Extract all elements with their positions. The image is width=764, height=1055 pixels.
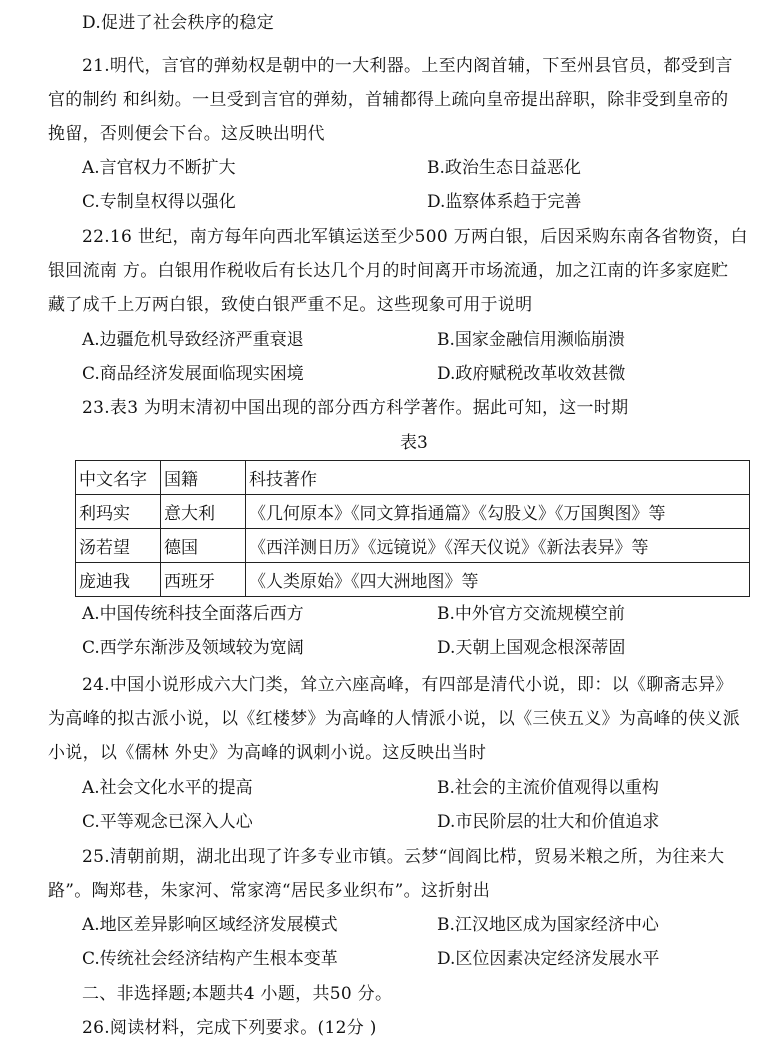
q24-option-d: D.市民阶层的壮大和价值追求 — [437, 812, 660, 832]
header-cell: 国籍 — [161, 461, 246, 495]
q25-option-b: B.江汉地区成为国家经济中心 — [437, 915, 659, 935]
q22-stem-line-1: 22.16 世纪，南方每年向西北军镇运送至少500 万两白银，后因采购东南各省物资，白 — [82, 227, 748, 247]
q26-stem: 26.阅读材料，完成下列要求。(12分 ) — [82, 1018, 377, 1038]
table-caption: 表3 — [400, 433, 428, 453]
q21-option-b: B.政治生态日益恶化 — [427, 158, 581, 178]
section-two-heading: 二、非选择题;本题共4 小题，共50 分。 — [82, 984, 393, 1004]
q25-stem-line-2: 路”。陶郑巷，朱家河、常家湾“居民多业织布”。这折射出 — [48, 881, 491, 901]
q25-option-d: D.区位因素决定经济发展水平 — [437, 949, 660, 969]
q21-option-a: A.言官权力不断扩大 — [82, 158, 236, 178]
q22-option-b: B.国家金融信用濒临崩溃 — [437, 330, 625, 350]
q24-option-b: B.社会的主流价值观得以重构 — [437, 778, 659, 798]
q21-option-d: D.监察体系趋于完善 — [427, 192, 582, 212]
table-cell-country: 德国 — [161, 529, 246, 563]
table-cell-works: 《人类原始》《四大洲地图》等 — [246, 563, 750, 597]
table-header-row — [76, 461, 750, 495]
q24-option-a: A.社会文化水平的提高 — [82, 778, 253, 798]
table-cell-name: 利玛实 — [76, 495, 161, 529]
q21-stem-line-3: 挽留，否则便会下台。这反映出明代 — [48, 124, 325, 144]
q24-stem-line-3: 小说，以《儒林 外史》为高峰的讽刺小说。这反映出当时 — [48, 743, 487, 763]
q22-option-c: C.商品经济发展面临现实困境 — [82, 364, 304, 384]
q22-stem-line-3: 藏了成千上万两白银，致使白银严重不足。这些现象可用于说明 — [48, 295, 533, 315]
q20-option-d: D.促进了社会秩序的稳定 — [82, 13, 275, 33]
q23-stem: 23.表3 为明末清初中国出现的部分西方科学著作。据此可知，这一时期 — [82, 398, 629, 418]
q25-option-a: A.地区差异影响区域经济发展模式 — [82, 915, 338, 935]
q21-option-c: C.专制皇权得以强化 — [82, 192, 236, 212]
q24-stem-line-1: 24.中国小说形成六大门类，耸立六座高峰，有四部是清代小说，即：以《聊斋志异》 — [82, 675, 733, 695]
header-cell: 科技著作 — [246, 461, 750, 495]
table-cell-works: 《几何原本》《同文算指通篇》《勾股义》《万国舆图》等 — [246, 495, 750, 529]
q23-option-d: D.天朝上国观念根深蒂固 — [437, 638, 626, 658]
q22-stem-line-2: 银回流南 方。白银用作税收后有长达几个月的时间离开市场流通，加之江南的许多家庭贮 — [48, 261, 729, 281]
table-cell-name: 汤若望 — [76, 529, 161, 563]
q24-stem-line-2: 为高峰的拟古派小说，以《红楼梦》为高峰的人情派小说，以《三侠五义》为高峰的侠义派 — [48, 709, 740, 729]
table-row — [76, 529, 750, 563]
q21-stem-line-1: 21.明代，言官的弹劾权是朝中的一大利器。上至内阁首辅，下至州县官员，都受到言 — [82, 56, 733, 76]
header-cell: 中文名字 — [76, 461, 161, 495]
q23-option-b: B.中外官方交流规模空前 — [437, 604, 625, 624]
q22-option-d: D.政府赋税改革收效甚微 — [437, 364, 626, 384]
q25-stem-line-1: 25.清朝前期，湖北出现了许多专业市镇。云梦“闾阎比栉，贸易米粮之所，为往来大 — [82, 847, 725, 867]
table-cell-country: 西班牙 — [161, 563, 246, 597]
table-row — [76, 495, 750, 529]
q23-option-c: C.西学东渐涉及领域较为宽阔 — [82, 638, 304, 658]
table-3 — [75, 460, 750, 597]
table-cell-name: 庞迪我 — [76, 563, 161, 597]
table-row — [76, 563, 750, 597]
q25-option-c: C.传统社会经济结构产生根本变革 — [82, 949, 338, 969]
q21-stem-line-2: 官的制约 和纠劾。一旦受到言官的弹劾，首辅都得上疏向皇帝提出辞职，除非受到皇帝的 — [48, 90, 729, 110]
table-cell-works: 《西洋测日历》《远镜说》《浑天仪说》《新法表异》等 — [246, 529, 750, 563]
table-cell-country: 意大利 — [161, 495, 246, 529]
q23-option-a: A.中国传统科技全面落后西方 — [82, 604, 304, 624]
q22-option-a: A.边疆危机导致经济严重衰退 — [82, 330, 304, 350]
q24-option-c: C.平等观念已深入人心 — [82, 812, 253, 832]
